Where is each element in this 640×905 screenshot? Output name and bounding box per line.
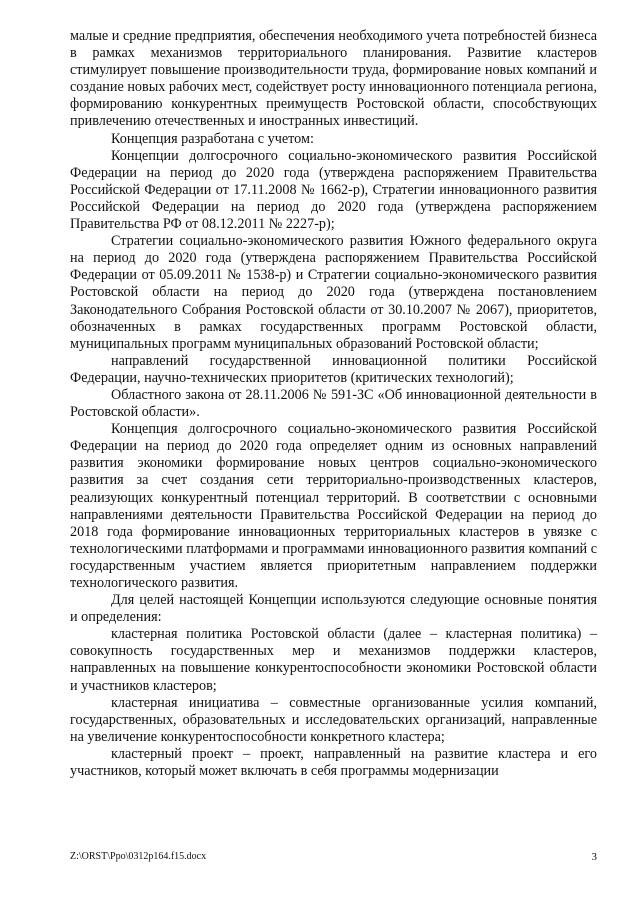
paragraph-4: Стратегии социально-экономического развития Южного федерального округа на период до 2020 года (утверждена распоряжением Правительства Российской Федерации от 05.09.2011 № 1538-р) и Стратегии социально-экономического развития Ростовской области на период до 2020 года (утверждена постановлением Законодательного Собрания Ростовской области от 30.10.2007 № 2067), приоритетов, обозначенных в рамках государственных программ Ростовской области, муниципальных программ муниципальных образований Ростовской области; [70,233,597,352]
file-path: Z:\ORST\Ppo\0312p164.f15.docx [70,851,207,862]
paragraph-9: кластерная политика Ростовской области (далее – кластерная политика) – совокупность государственных мер и механизмов поддержки кластеров, направленных на повышение конкурентоспособности экономики Ростовской области и участников кластеров; [70,626,597,694]
paragraph-5: направлений государственной инновационной политики Российской Федерации, научно-технических приоритетов (критических технологий); [70,352,597,386]
paragraph-7: Концепция долгосрочного социально-экономического развития Российской Федерации на период до 2020 года определяет одним из основных направлений развития экономики формирование новых центров социально-экономического развития за счет создания сети территориально-производственных кластеров, реализующих конкурентный потенциал территорий. В соответствии с основными направлениями деятельности Правительства Российской Федерации на период до 2018 года формирование инновационных территориальных кластеров в увязке с технологическими платформами и программами инновационного развития компаний с государственным участием является приоритетным направлением поддержки технологического развития. [70,421,597,591]
page-number: 3 [591,851,597,863]
paragraph-3: Концепции долгосрочного социально-экономического развития Российской Федерации на период до 2020 года (утверждена распоряжением Правительства Российской Федерации от 17.11.2008 № 1662-р), Стратегии инновационного развития Российской Федерации на период до 2020 года (утверждена распоряжением Правительства РФ от 08.12.2011 № 2227-р); [70,147,597,233]
paragraph-1: малые и средние предприятия, обеспечения необходимого учета потребностей бизнеса в рамках механизмов территориального планирования. Развитие кластеров стимулирует повышение производительности труда, формирование новых компаний и создание новых рабочих мест, содействует росту инновационного потенциала региона, формированию конкурентных преимуществ Ростовской области, способствующих привлечению отечественных и иностранных инвестиций. [70,28,597,130]
paragraph-11: кластерный проект – проект, направленный на развитие кластера и его участников, который может включать в себя программы модернизации [70,745,597,780]
paragraph-10: кластерная инициатива – совместные организованные усилия компаний, государственных, образовательных и исследовательских организаций, направленные на увеличение конкурентоспособности конкретного кластера; [70,694,597,745]
paragraph-6: Областного закона от 28.11.2006 № 591-ЗС «Об инновационной деятельности в Ростовской области». [70,386,597,421]
paragraph-2: Концепция разработана с учетом: [111,130,314,147]
paragraph-8: Для целей настоящей Концепции используются следующие основные понятия и определения: [70,592,597,626]
document-body [70,28,597,780]
